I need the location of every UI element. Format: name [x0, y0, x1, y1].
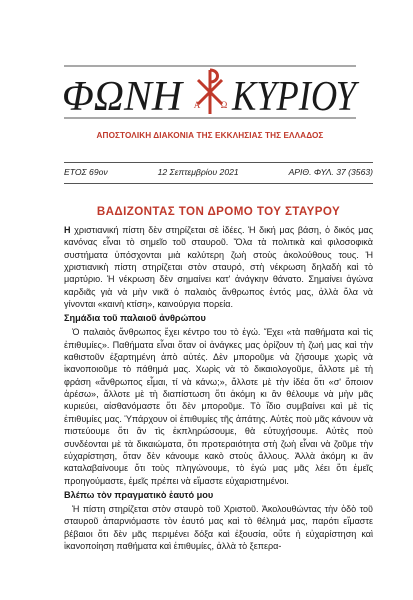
section2-paragraph: Ἡ πίστη στηρίζεται στὸν σταυρὸ τοῦ Χριστοῦ. Ἀκολουθώντας τὴν ὁδὸ τοῦ σταυροῦ ἀπαρνιόμαστε τὸν ἑαυτό μας καὶ τὸ θέλημά μας, παρότι εἴμαστε βέβαιοι ὅτι δὲν μᾶς περιμένει δόξα καὶ ἐξουσία, οὔτε ἡ εὐχαρίστηση καὶ ἱκανοποίηση παθήματα καὶ ἐπιθυμίες, ἀλλὰ τὸ ξεπερα- — [64, 503, 373, 551]
issue-info — [64, 167, 373, 177]
masthead-title-left: ΦΩΝΗ — [62, 74, 185, 120]
issue-number: ΑΡΙΘ. ΦΥΛ. 37 (3563) — [288, 167, 373, 177]
masthead-title-right: ΚΥΡΙΟΥ — [231, 74, 361, 120]
issue-bottom-rule — [64, 183, 373, 184]
masthead-subtitle: ΑΠΟΣΤΟΛΙΚΗ ΔΙΑΚΟΝΙΑ ΤΗΣ ΕΚΚΛΗΣΙΑΣ ΤΗΣ ΕΛΛΑΔΟΣ — [96, 131, 324, 140]
article-headline: ΒΑΔΙΖΟΝΤΑΣ ΤΟΝ ΔΡΟΜΟ ΤΟΥ ΣΤΑΥΡΟΥ — [96, 205, 341, 218]
alpha-letter: Α — [193, 100, 201, 110]
issue-date: 12 Σεπτεμβρίου 2021 — [157, 167, 239, 177]
section1-paragraph: Ὁ παλαιὸς ἄνθρωπος ἔχει κέντρο του τὸ ἐγώ. Ἔχει «τὰ παθήματα καὶ τὶς ἐπιθυμίες». Παθήματα εἶναι ὅταν οἱ ἀνάγκες μας ὁρίζουν τὴ ζωή μας καὶ τὴν καθιστοῦν ἐξαρτημένη ἀπὸ αὐτές. Δὲν μποροῦμε νὰ ζήσουμε χωρὶς νὰ ἱκανοποιοῦμε τὸ πάθημά μας. Χωρὶς νὰ τὸ δικαιολογοῦμε, ἄλλοτε μὲ τὴ φράση «ἄνθρωπος εἶμαι, τί νὰ κάνω;», ἄλλοτε μὲ τὴν ἰδέα ὅτι «σ' ὅποιον ἀρέσω», ἄλλοτε μὲ τὴ διαπίστωση ὅτι ἀκόμη κι ἂν θέλουμε νὰ μὴν μᾶς κυριεύει, αἰσθανόμαστε ὅτι δὲν μποροῦμε. Τὸ ἴδιο συμβαίνει καὶ μὲ τὶς ἐπιθυμίες μας. Ὑπάρχουν οἱ ἐπιθυμίες τῆς ἀπάτης. Αὐτὲς ποὺ μᾶς κάνουν νὰ πιστεύουμε ὅτι ἂν τὶς ἐκπληρώσουμε, θὰ εὐτυχήσουμε. Αὐτὲς ποὺ συνδέονται μὲ τὰ δικαιώματα, ὅτι προτεραιότητα στὴ ζωὴ εἶναι νὰ ζοῦμε τὴν εὐχαρίστηση, ὅταν δὲν κάνουμε κακὸ στοὺς ἄλλους. Ἀλλὰ ἀκόμη κι ἂν καταλαβαίνουμε ὅτι τοὺς πληγώνουμε, τὸ ἐγώ μας μᾶς λέει ὅτι ἐμεῖς προηγούμαστε, ἐμεῖς πρέπει νὰ εἴμαστε εὐχαριστημένοι. — [64, 327, 373, 486]
intro-dropcap: Η — [64, 225, 71, 235]
masthead-logo — [60, 58, 360, 124]
issue-top-rule — [64, 162, 373, 163]
omega-letter: Ω — [220, 100, 228, 110]
chi-rho-icon — [194, 70, 228, 114]
intro-paragraph — [64, 224, 373, 310]
intro-text: χριστιανική πίστη δὲν στηρίζεται σὲ ἰδέες. Ἡ δική μας βάση, ὁ δικός μας κανόνας εἶναι τὸ σημεῖο τοῦ σταυροῦ. Ὅλα τὰ πολιτικὰ καὶ φιλοσοφικὰ συστήματα ὑπόσχονται μιὰ καλύτερη ζωὴ στοὺς ἀκολούθους τους. Ἡ χριστιανικὴ πίστη στηρίζεται στὸν σταυρό, στὴ νέκρωση δηλαδὴ καὶ τὸ μαρτύριο. Ἡ νέκρωση δὲν σημαίνει κατ' ἀνάγκην θάνατο. Σημαίνει ἀγώνα καρδιᾶς γιὰ νὰ μὴν νικᾶ ὁ παλαιὸς ἄνθρωπος ἐντός μας, ἀλλὰ ὅλα νὰ γίνονται «καινὴ κτίση», καινούργια πορεία. — [64, 225, 373, 310]
section1-title: Σημάδια τοῦ παλαιοῦ ἀνθρώπου — [64, 313, 206, 324]
section2-title: Βλέπω τὸν πραγματικὸ ἑαυτό μου — [64, 489, 214, 500]
article-body — [64, 224, 373, 552]
issue-year: ΕΤΟΣ 69ον — [64, 167, 108, 177]
